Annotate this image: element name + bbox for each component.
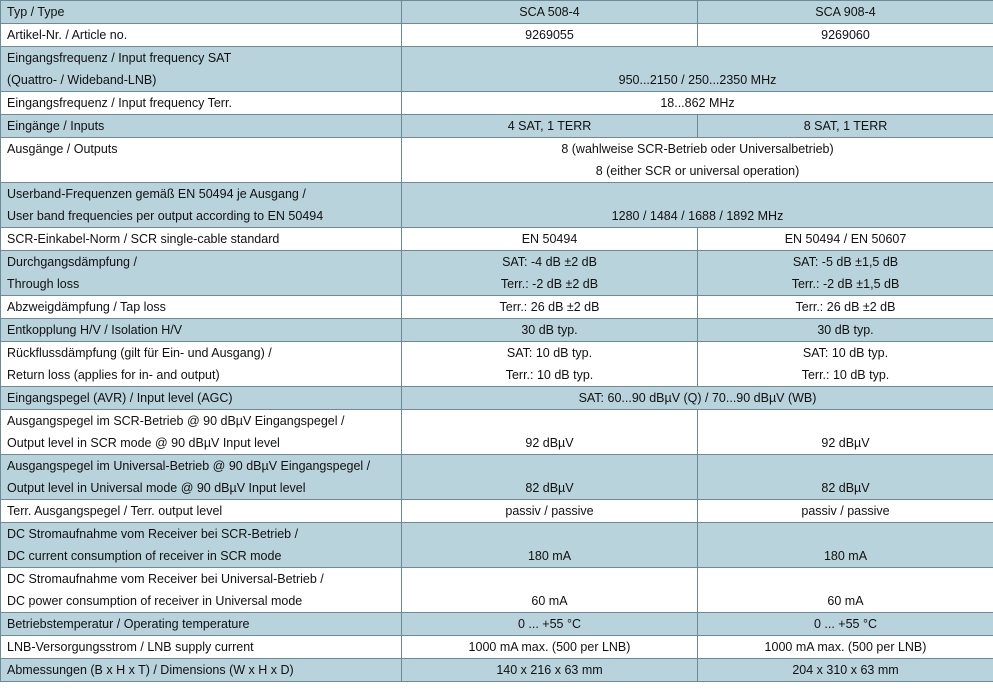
spec-value-line: Terr.: 26 dB ±2 dB xyxy=(499,300,600,314)
spec-value-line: 9269055 xyxy=(525,28,574,42)
spec-label-cell xyxy=(1,1,402,24)
spec-row xyxy=(1,613,993,636)
spec-row xyxy=(1,387,993,410)
spec-value-sca-508-4 xyxy=(402,342,698,387)
spec-label-line: Eingänge / Inputs xyxy=(7,119,105,133)
spec-label-cell xyxy=(1,455,402,500)
spec-value-line xyxy=(698,410,993,432)
spec-value-line xyxy=(698,455,993,477)
spec-row xyxy=(1,410,993,455)
spec-label-line: Return loss (applies for in- and output) xyxy=(7,368,220,382)
spec-value-line: 0 ... +55 °C xyxy=(813,617,878,631)
spec-value-sca-908-4 xyxy=(698,636,993,659)
spec-label-line: Abzweigdämpfung / Tap loss xyxy=(7,300,166,314)
spec-label-cell xyxy=(1,24,402,47)
spec-value-line xyxy=(402,455,697,477)
spec-value-line: SAT: -4 dB ±2 dB xyxy=(502,255,597,269)
spec-label-cell xyxy=(1,523,402,568)
spec-row xyxy=(1,342,993,387)
spec-value-sca-908-4 xyxy=(698,1,993,24)
spec-row xyxy=(1,636,993,659)
spec-value-sca-908-4 xyxy=(698,24,993,47)
spec-value-sca-908-4 xyxy=(698,455,993,500)
spec-value-sca-508-4 xyxy=(402,251,698,296)
spec-label-line: SCR-Einkabel-Norm / SCR single-cable standard xyxy=(7,232,280,246)
spec-value-line: Terr.: 10 dB typ. xyxy=(801,368,890,382)
spec-value-sca-908-4 xyxy=(698,115,993,138)
spec-label-line: Betriebstemperatur / Operating temperature xyxy=(7,617,250,631)
spec-value-line: 140 x 216 x 63 mm xyxy=(496,663,603,677)
spec-row xyxy=(1,455,993,500)
spec-value-line xyxy=(402,47,993,69)
spec-label-cell xyxy=(1,92,402,115)
spec-value-sca-908-4 xyxy=(698,342,993,387)
spec-label-line: Terr. Ausgangspegel / Terr. output level xyxy=(7,504,223,518)
spec-value-line: 30 dB typ. xyxy=(817,323,874,337)
spec-label-cell xyxy=(1,319,402,342)
spec-label-cell xyxy=(1,613,402,636)
spec-label-cell xyxy=(1,183,402,228)
spec-label-line: Artikel-Nr. / Article no. xyxy=(7,28,128,42)
spec-label-cell xyxy=(1,659,402,682)
spec-label-line: Ausgangspegel im Universal-Betrieb @ 90 dBµV Eingangspegel / xyxy=(7,459,371,473)
spec-value-sca-908-4 xyxy=(698,659,993,682)
spec-label-line: Userband-Frequenzen gemäß EN 50494 je Ausgang / xyxy=(7,187,306,201)
spec-value-line: passiv / passive xyxy=(505,504,594,518)
spec-value-line: SAT: 10 dB typ. xyxy=(802,346,889,360)
spec-row xyxy=(1,228,993,251)
spec-value-line xyxy=(698,568,993,590)
spec-value-line: 1280 / 1484 / 1688 / 1892 MHz xyxy=(611,209,784,223)
spec-value-sca-508-4 xyxy=(402,455,698,500)
spec-value-line: 92 dBµV xyxy=(525,436,574,450)
spec-label-line: Abmessungen (B x H x T) / Dimensions (W x H x D) xyxy=(7,663,294,677)
spec-label-line: Ausgangspegel im SCR-Betrieb @ 90 dBµV Eingangspegel / xyxy=(7,414,345,428)
spec-label-cell xyxy=(1,500,402,523)
spec-value-line: 1000 mA max. (500 per LNB) xyxy=(468,640,631,654)
spec-value-line xyxy=(402,183,993,205)
spec-row xyxy=(1,659,993,682)
spec-value-line xyxy=(402,523,697,545)
spec-row xyxy=(1,138,993,183)
spec-label-line: Rückflussdämpfung (gilt für Ein- und Ausgang) / xyxy=(7,346,272,360)
spec-label-cell xyxy=(1,138,402,183)
spec-value-both xyxy=(402,138,993,183)
spec-row xyxy=(1,183,993,228)
spec-value-both xyxy=(402,387,993,410)
spec-value-line xyxy=(402,568,697,590)
spec-row xyxy=(1,568,993,613)
spec-value-line: 8 (wahlweise SCR-Betrieb oder Universalbetrieb) xyxy=(561,142,834,156)
spec-label-cell xyxy=(1,296,402,319)
spec-value-line: EN 50494 / EN 50607 xyxy=(784,232,907,246)
spec-value-sca-508-4 xyxy=(402,319,698,342)
spec-label-cell xyxy=(1,568,402,613)
spec-label-line: Durchgangsdämpfung / xyxy=(7,255,137,269)
spec-label-cell xyxy=(1,228,402,251)
spec-label-cell xyxy=(1,410,402,455)
spec-row xyxy=(1,251,993,296)
spec-label-line: User band frequencies per output according to EN 50494 xyxy=(7,209,324,223)
spec-value-sca-508-4 xyxy=(402,568,698,613)
spec-value-line: SCA 508-4 xyxy=(519,5,580,19)
spec-label-line: Ausgänge / Outputs xyxy=(7,142,118,156)
spec-label-line xyxy=(7,160,401,182)
spec-value-line: 60 mA xyxy=(827,594,864,608)
spec-row xyxy=(1,296,993,319)
spec-value-sca-508-4 xyxy=(402,1,698,24)
spec-row xyxy=(1,24,993,47)
spec-label-line: Through loss xyxy=(7,277,80,291)
spec-label-cell xyxy=(1,47,402,92)
spec-label-line: Typ / Type xyxy=(7,5,65,19)
spec-label-cell xyxy=(1,251,402,296)
spec-value-line: 60 mA xyxy=(531,594,568,608)
spec-value-line: 0 ... +55 °C xyxy=(517,617,582,631)
spec-value-sca-508-4 xyxy=(402,228,698,251)
spec-value-sca-508-4 xyxy=(402,24,698,47)
spec-label-line: DC Stromaufnahme vom Receiver bei SCR-Betrieb / xyxy=(7,527,299,541)
spec-row xyxy=(1,1,993,24)
spec-label-line: Entkopplung H/V / Isolation H/V xyxy=(7,323,183,337)
spec-value-line: 8 (either SCR or universal operation) xyxy=(595,164,800,178)
spec-row xyxy=(1,500,993,523)
spec-label-cell xyxy=(1,342,402,387)
spec-label-line: LNB-Versorgungsstrom / LNB supply current xyxy=(7,640,254,654)
spec-value-line: Terr.: 10 dB typ. xyxy=(505,368,594,382)
spec-value-line: Terr.: -2 dB ±2 dB xyxy=(500,277,599,291)
spec-value-line: 18...862 MHz xyxy=(660,96,735,110)
spec-value-sca-908-4 xyxy=(698,568,993,613)
spec-value-line: SAT: 60...90 dBµV (Q) / 70...90 dBµV (WB) xyxy=(578,391,817,405)
spec-label-cell xyxy=(1,387,402,410)
spec-row xyxy=(1,115,993,138)
spec-label-line: Eingangsfrequenz / Input frequency Terr. xyxy=(7,96,232,110)
spec-value-sca-508-4 xyxy=(402,613,698,636)
spec-label-line: DC current consumption of receiver in SCR mode xyxy=(7,549,282,563)
spec-value-line: 30 dB typ. xyxy=(521,323,578,337)
spec-value-line: 92 dBµV xyxy=(821,436,870,450)
spec-value-sca-908-4 xyxy=(698,319,993,342)
spec-value-sca-908-4 xyxy=(698,251,993,296)
spec-value-line: 8 SAT, 1 TERR xyxy=(803,119,888,133)
spec-value-sca-908-4 xyxy=(698,410,993,455)
spec-value-sca-508-4 xyxy=(402,659,698,682)
spec-value-line: 1000 mA max. (500 per LNB) xyxy=(764,640,927,654)
spec-value-line: EN 50494 xyxy=(521,232,578,246)
spec-value-line: SCA 908-4 xyxy=(815,5,876,19)
spec-label-line: (Quattro- / Wideband-LNB) xyxy=(7,73,157,87)
spec-label-line: Eingangspegel (AVR) / Input level (AGC) xyxy=(7,391,233,405)
spec-label-line: Output level in SCR mode @ 90 dBµV Input level xyxy=(7,436,280,450)
spec-row xyxy=(1,523,993,568)
spec-value-sca-908-4 xyxy=(698,296,993,319)
spec-value-sca-908-4 xyxy=(698,500,993,523)
spec-value-line: 180 mA xyxy=(823,549,868,563)
spec-value-line: SAT: -5 dB ±1,5 dB xyxy=(792,255,899,269)
spec-value-line: 82 dBµV xyxy=(525,481,574,495)
spec-row xyxy=(1,319,993,342)
spec-value-sca-508-4 xyxy=(402,500,698,523)
spec-value-line: passiv / passive xyxy=(801,504,890,518)
spec-label-line: Output level in Universal mode @ 90 dBµV Input level xyxy=(7,481,306,495)
spec-value-sca-908-4 xyxy=(698,228,993,251)
spec-value-line: 9269060 xyxy=(821,28,870,42)
spec-value-sca-508-4 xyxy=(402,523,698,568)
spec-value-line: 950...2150 / 250...2350 MHz xyxy=(618,73,777,87)
spec-label-line: DC power consumption of receiver in Universal mode xyxy=(7,594,303,608)
spec-value-line: 82 dBµV xyxy=(821,481,870,495)
spec-label-cell xyxy=(1,115,402,138)
spec-value-sca-908-4 xyxy=(698,523,993,568)
spec-label-cell xyxy=(1,636,402,659)
spec-value-sca-908-4 xyxy=(698,613,993,636)
spec-value-both xyxy=(402,92,993,115)
spec-label-line: DC Stromaufnahme vom Receiver bei Universal-Betrieb / xyxy=(7,572,324,586)
spec-value-line: SAT: 10 dB typ. xyxy=(506,346,593,360)
spec-value-sca-508-4 xyxy=(402,296,698,319)
spec-row xyxy=(1,92,993,115)
spec-value-sca-508-4 xyxy=(402,410,698,455)
spec-value-both xyxy=(402,47,993,92)
spec-value-sca-508-4 xyxy=(402,115,698,138)
spec-value-sca-508-4 xyxy=(402,636,698,659)
spec-value-line: Terr.: 26 dB ±2 dB xyxy=(795,300,896,314)
spec-value-line xyxy=(698,523,993,545)
spec-row xyxy=(1,47,993,92)
spec-value-line: Terr.: -2 dB ±1,5 dB xyxy=(791,277,900,291)
spec-value-line xyxy=(402,410,697,432)
spec-value-line: 204 x 310 x 63 mm xyxy=(792,663,899,677)
spec-label-line: Eingangsfrequenz / Input frequency SAT xyxy=(7,51,232,65)
spec-value-line: 180 mA xyxy=(527,549,572,563)
spec-value-both xyxy=(402,183,993,228)
spec-value-line: 4 SAT, 1 TERR xyxy=(507,119,592,133)
